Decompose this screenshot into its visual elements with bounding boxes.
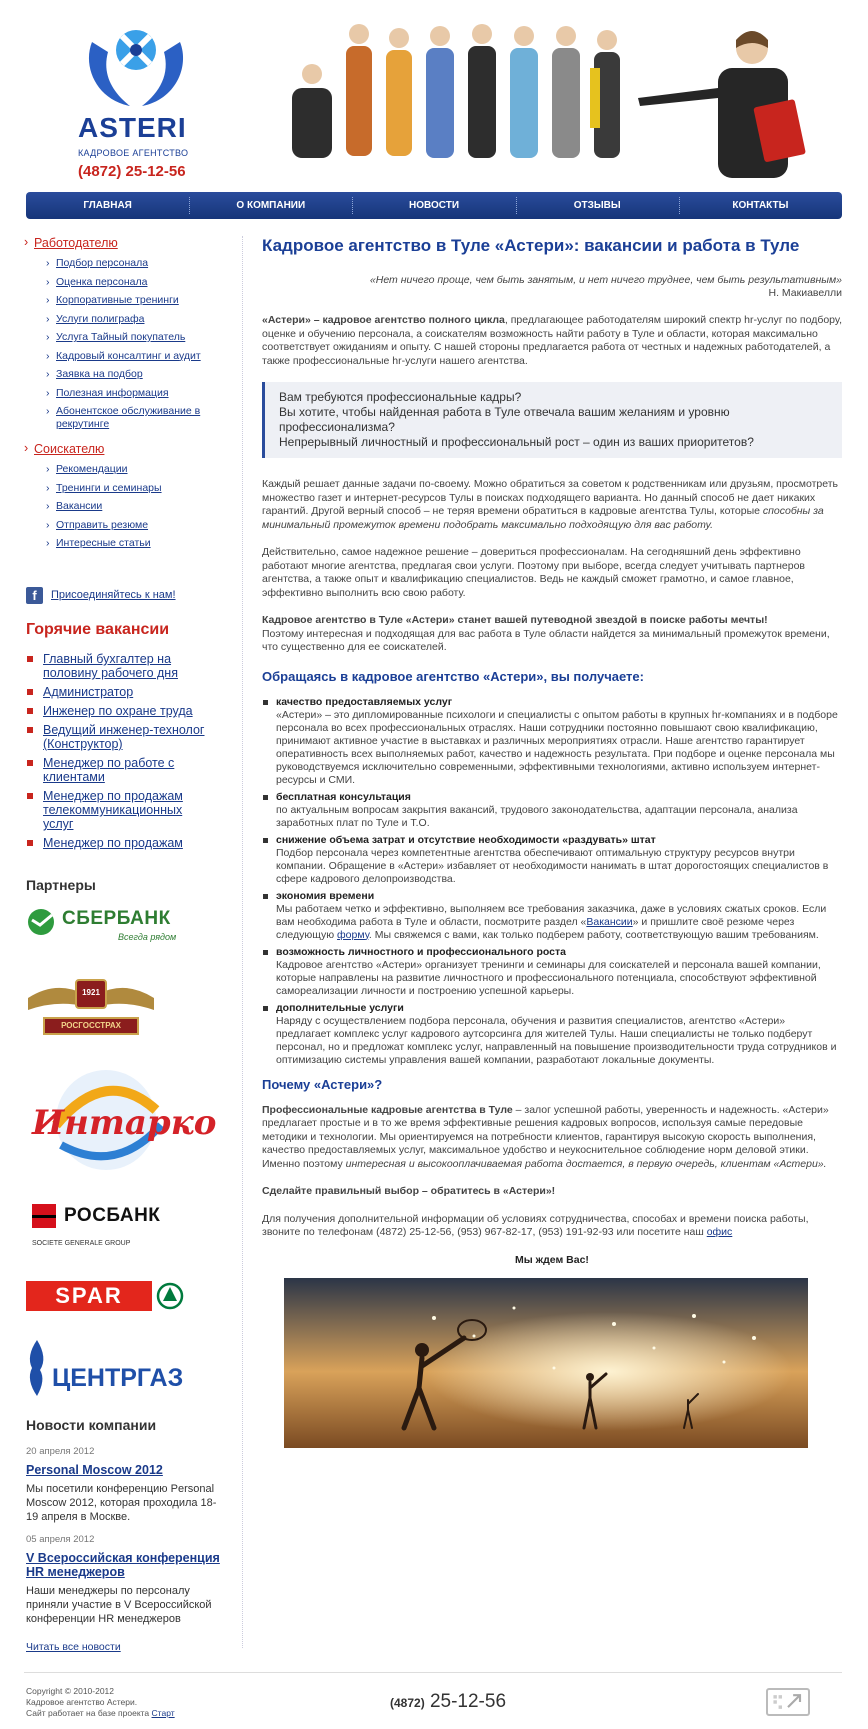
sidebar-divider bbox=[242, 236, 243, 1648]
p1-italic: способны за минимальный промежуток времени подобрать максимально подходящую для вас работу. bbox=[262, 505, 824, 531]
why-text: – залог успешной работы, уверенность и надежность. «Астери» предлагает простые и в то же время эффективные решения кадровых вопросов, используя самые передовые методики и технологии. Мы ориентируемся на потребности клиентов, гарантируя высокую скорость выполнения, качество предоставляемых услуг, максимальное удобство и неукоснительное соблюдение норм деловой этики. Именно поэтому bbox=[262, 1103, 829, 1170]
we-wait-text: Мы ждем Вас! bbox=[515, 1253, 589, 1266]
rosbank-mark-icon bbox=[32, 1204, 56, 1228]
nav-news[interactable]: НОВОСТИ bbox=[352, 192, 515, 219]
footer-phone-code: (4872) bbox=[390, 1696, 425, 1710]
rosbank-group: SOCIETE GENERALE GROUP bbox=[32, 1240, 131, 1247]
rosgosstrakh-year: 1921 bbox=[82, 988, 100, 997]
sidebar-item-articles[interactable]: Интересные статьи bbox=[56, 537, 151, 549]
hot-vacancy-item[interactable]: Менеджер по продажам телекоммуникационных услуг bbox=[43, 789, 183, 831]
sidebar-item-vacancies[interactable]: Вакансии bbox=[56, 500, 103, 512]
benefit-item bbox=[262, 791, 842, 830]
news-text: Мы посетили конференцию Personal Moscow 2012, которая проходила 18-19 апреля в Москве. bbox=[26, 1483, 217, 1523]
why-bold: Профессиональные кадровые агентства в Туле bbox=[262, 1103, 513, 1116]
hot-vacancy-item[interactable]: Ведущий инженер-технолог (Конструктор) bbox=[43, 723, 205, 751]
paragraph-professionals: Действительно, самое надежное решение – довериться профессионалам. На сегодняшний день эффективно работают многие агентства, предлагая свои услуги. Поэтому при выборе, всегда следует учитывать партнеров агентства, а также опыт и квалификацию специалистов. Ведь не каждый сможет грамотно, и самое главное, эффективно выполнить всю свою работу. bbox=[262, 546, 806, 599]
hot-vacancies-list bbox=[26, 652, 206, 855]
callout-line: Непрерывный личностный и профессиональный рост – один из ваших приоритетов? bbox=[279, 435, 754, 449]
spar-tree-icon bbox=[156, 1282, 184, 1310]
main-nav bbox=[26, 192, 842, 219]
footer-copyright bbox=[26, 1686, 175, 1719]
why-italic: интересная и высокооплачиваемая работа достается, в первую очередь, клиентам «Астери». bbox=[345, 1157, 827, 1170]
quote-text: «Нет ничего проще, чем быть занятым, и нет ничего труднее, чем быть результативным» bbox=[369, 274, 842, 286]
benefit-item bbox=[262, 890, 842, 942]
copyright-line: Кадровое агентство Астери. bbox=[26, 1697, 138, 1707]
office-link[interactable]: офис bbox=[706, 1226, 733, 1238]
facebook-icon[interactable]: f bbox=[26, 587, 43, 604]
copyright-line: Copyright © 2010-2012 bbox=[26, 1686, 115, 1696]
news-item bbox=[26, 1446, 226, 1524]
sidebar-item-consulting[interactable]: Кадровый консалтинг и аудит bbox=[56, 349, 201, 362]
p1-text: Каждый решает данные задачи по-своему. Можно обратиться за советом к родственникам или друзьям, просмотреть множество газет и интернет-ресурсов Тулы в поисках подходящего варианта. Но данный способ не дает никаких гарантий. Другой верный способ – не теряя времени обратиться в кадровые агентства Тулы, которые bbox=[262, 478, 839, 517]
benefits-heading: Обращаясь в кадровое агентство «Астери», вы получаете: bbox=[262, 668, 644, 684]
company-news-title: Новости компании bbox=[26, 1417, 157, 1433]
sidebar-item-seminars[interactable]: Тренинги и семинары bbox=[56, 481, 162, 494]
benefit-item bbox=[262, 696, 842, 787]
start-project-link[interactable]: Старт bbox=[151, 1708, 175, 1718]
centrgaz-wordmark: ЦЕНТРГАЗ bbox=[52, 1364, 184, 1392]
news-date: 05 апреля 2012 bbox=[26, 1534, 95, 1545]
quote-author: Н. Макиавелли bbox=[768, 287, 842, 299]
rosgosstrakh-logo[interactable] bbox=[26, 970, 156, 1042]
intarco-logo[interactable] bbox=[26, 1065, 217, 1175]
questions-callout bbox=[262, 382, 842, 458]
paragraph-guiding-star bbox=[262, 614, 842, 655]
all-news-link[interactable]: Читать все новости bbox=[26, 1641, 121, 1653]
sidebar-item-subscription[interactable]: Абонентское обслуживание в рекрутинге bbox=[56, 405, 201, 430]
hot-vacancy-item[interactable]: Главный бухгалтер на половину рабочего дня bbox=[43, 652, 178, 680]
benefits-list bbox=[262, 696, 842, 1067]
intro-text: , предлагающее работодателям широкий спектр hr-услуг по подбору, оценке и обучению персонала, а соискателям возможность найти работу в Туле и области, которая максимально соответствует ожиданиям и опыту. С нашей стороны предлагается работа от честных и надежных работодателей, а также профессиональные hr-услуги нашего агентства. bbox=[262, 314, 843, 367]
p3-bold: Кадровое агентство в Туле «Астери» станет вашей путеводной звездой в поиске работы мечты! bbox=[262, 614, 768, 626]
contact-paragraph bbox=[262, 1213, 842, 1240]
asteri-logo-mark[interactable] bbox=[82, 22, 190, 110]
sidebar-item-recruitment[interactable]: Подбор персонала bbox=[56, 257, 149, 269]
why-heading: Почему «Астери»? bbox=[262, 1076, 383, 1092]
benefit-head: возможность личностного и профессионального роста bbox=[276, 945, 566, 958]
sberbank-mark-icon bbox=[26, 907, 56, 937]
rosgosstrakh-emblem-icon bbox=[26, 970, 156, 1042]
copyright-line bbox=[26, 1708, 175, 1719]
benefit-text-part: » и пришлите своё резюме через следующую bbox=[276, 915, 795, 941]
footer-divider bbox=[24, 1672, 842, 1673]
copyright-text: Сайт работает на базе проекта bbox=[26, 1708, 152, 1718]
sidebar-item-trainings[interactable]: Корпоративные тренинги bbox=[56, 294, 179, 306]
nav-home[interactable]: ГЛАВНАЯ bbox=[83, 200, 132, 211]
callout-line: Вы хотите, чтобы найденная работа в Туле отвечала вашим желаниям и уровню профессионализма? bbox=[279, 405, 730, 434]
brand-tagline: КАДРОВОЕ АГЕНТСТВО bbox=[78, 148, 189, 158]
facebook-join bbox=[26, 585, 226, 605]
benefit-item bbox=[262, 946, 842, 998]
hot-vacancies-title: Горячие вакансии bbox=[26, 621, 170, 638]
brand-name: ASTERI bbox=[78, 112, 187, 143]
benefit-item bbox=[262, 1002, 842, 1067]
developer-logo-icon[interactable] bbox=[766, 1688, 810, 1716]
epigraph-quote bbox=[262, 274, 842, 300]
benefit-text: по актуальным вопросам закрытия вакансий, трудового законодательства, адаптации персонала, анализа заработных плат по Туле и Т.О. bbox=[276, 803, 798, 829]
why-paragraph bbox=[262, 1104, 842, 1172]
partners-title: Партнеры bbox=[26, 877, 96, 893]
nav-reviews[interactable]: ОТЗЫВЫ bbox=[516, 192, 679, 219]
spar-logo[interactable] bbox=[26, 1281, 184, 1311]
sberbank-wordmark: СБЕРБАНК bbox=[62, 908, 171, 929]
footer-phone-number: 25-12-56 bbox=[424, 1691, 507, 1712]
footer-phone bbox=[390, 1691, 506, 1713]
businesswoman-figure bbox=[638, 31, 806, 178]
benefit-head: качество предоставляемых услуг bbox=[276, 695, 453, 708]
news-text: Наши менеджеры по персоналу приняли участие в V Всероссийской конференции HR менеджеров bbox=[26, 1585, 212, 1625]
benefit-text-part: . Мы свяжемся с вами, как только подберем работу, соответствующую вашим требованиям. bbox=[368, 928, 819, 941]
choice-paragraph bbox=[262, 1185, 842, 1199]
sidebar-menu bbox=[24, 236, 232, 556]
rosbank-wordmark: РОСБАНК bbox=[64, 1205, 161, 1226]
sidebar-item-request[interactable]: Заявка на подбор bbox=[56, 368, 143, 380]
benefit-text: Наряду с осуществлением подбора персонала, обучения и развития специалистов, агентство «Астери» предлагает комплекс услуг кадрового аутсорсинга для жителей Тулы. Наши специалисты не только подберут персонал, но и предложат комплекс услуг, направленный на повышение производительности труда сотрудников и оптимизацию системы управления вашей компании, разработают локальные документы. bbox=[276, 1014, 837, 1066]
benefit-head: дополнительные услуги bbox=[276, 1001, 404, 1014]
sidebar-item-polygraph[interactable]: Услуги полиграфа bbox=[56, 312, 145, 325]
callout-line: Вам требуются профессиональные кадры? bbox=[279, 390, 522, 404]
employer-submenu bbox=[24, 257, 232, 430]
sidebar-item-useful-info[interactable]: Полезная информация bbox=[56, 386, 169, 399]
workers-banner-image bbox=[258, 18, 848, 178]
vacancies-link[interactable]: Вакансии bbox=[586, 915, 633, 928]
choice-bold: Сделайте правильный выбор – обратитесь в «Астери»! bbox=[262, 1185, 556, 1197]
contact-text: Для получения дополнительной информации об условиях сотрудничества, способах и времени поиска работы, звоните по телефонам (4872) 25-12-56, (953) 967-82-17, (953) 191-92-93 или посетите наш bbox=[262, 1212, 809, 1238]
news-item bbox=[26, 1534, 226, 1626]
benefit-text: Подбор персонала через компетентные агентства обеспечивают оптимальную структуру ресурсов внутри компании. Обращение в «Астери» избавляет от необходимости нанимать в штат дорогостоящих специалистов в сфере кадрового делопроизводства. bbox=[276, 846, 829, 885]
sberbank-logo[interactable] bbox=[26, 905, 186, 947]
nav-about[interactable]: О КОМПАНИИ bbox=[189, 192, 352, 219]
rosgosstrakh-wordmark: РОСГОССТРАХ bbox=[61, 1021, 121, 1030]
page-title: Кадровое агентство в Туле «Астери»: вакансии и работа в Туле bbox=[262, 236, 800, 255]
hot-vacancy-item[interactable]: Менеджер по продажам bbox=[43, 836, 183, 850]
news-title-link[interactable]: V Всероссийская конференция HR менеджеров bbox=[26, 1551, 220, 1579]
intro-bold: «Астери» – кадровое агентство полного цикла bbox=[262, 314, 505, 326]
resume-form-link[interactable]: форму bbox=[337, 928, 369, 941]
worker-figures bbox=[292, 24, 620, 158]
rosbank-logo[interactable] bbox=[26, 1204, 186, 1250]
benefit-head: бесплатная консультация bbox=[276, 790, 411, 803]
hot-vacancy-item[interactable]: Администратор bbox=[43, 685, 134, 699]
benefit-head: снижение объема затрат и отсутствие необходимости «раздувать» штат bbox=[276, 833, 656, 846]
sberbank-slogan: Всегда рядом bbox=[118, 932, 177, 942]
benefit-head: экономия времени bbox=[276, 889, 375, 902]
benefit-text bbox=[276, 903, 842, 942]
nav-contacts[interactable]: КОНТАКТЫ bbox=[679, 192, 842, 219]
benefit-text: Кадровое агентство «Астери» организует тренинги и семинары для соискателей и персонала вашей компании, которые направлены на развитие личностного и профессионального потенциала, способствуют эффективной самореализации личности и построению успешной карьеры. bbox=[276, 958, 821, 997]
paragraph-options bbox=[262, 478, 842, 532]
sidebar-item-recommendations[interactable]: Рекомендации bbox=[56, 463, 128, 475]
intro-paragraph bbox=[262, 314, 842, 368]
stars-catcher-photo bbox=[284, 1278, 808, 1448]
hot-vacancy-item[interactable]: Инженер по охране труда bbox=[43, 704, 193, 718]
facebook-join-link[interactable]: Присоединяйтесь к нам! bbox=[51, 589, 176, 601]
centrgaz-logo[interactable] bbox=[26, 1340, 186, 1396]
header-phone: (4872) 25-12-56 bbox=[78, 163, 186, 180]
news-title-link[interactable]: Personal Moscow 2012 bbox=[26, 1463, 163, 1477]
benefit-text-part: Мы работаем четко и эффективно, выполняем все требования заказчика, даже в условиях сжатых сроков. Если вам необходима работа в Туле и области, посмотрите раздел « bbox=[276, 902, 827, 928]
news-date: 20 апреля 2012 bbox=[26, 1446, 95, 1457]
sidebar-employer-link[interactable]: › Работодателю bbox=[24, 236, 232, 250]
sidebar-seeker-link[interactable]: › Соискателю bbox=[24, 442, 232, 456]
intarco-wordmark: Интарко bbox=[32, 1103, 217, 1143]
sidebar-item-send-resume[interactable]: Отправить резюме bbox=[56, 518, 149, 531]
centrgaz-flame-icon bbox=[26, 1340, 48, 1396]
spar-wordmark: SPAR bbox=[26, 1281, 152, 1311]
p3-text: Поэтому интересная и подходящая для вас работа в Туле области найдется за минимальный промежуток времени, что существенно для ее соискателей. bbox=[262, 627, 830, 653]
benefit-text: «Астери» – это дипломированные психологи и специалисты с опытом работы в крупных hr-компаниях и в подборе персонала во всех профессиональных отраслях. Наши сотрудники постоянно повышают свою квалификацию, принимают активное участие в выставках и различных мероприятиях отрасли. Наше агентство гарантирует оперативность всех выполняемых работ, качество и надежность результата. При подборе и оценке персонала мы руководствуемся исключительно современными, эффективными технологиями, активно используем интернет-ресурсы и СМИ. bbox=[276, 708, 838, 786]
sidebar-item-mystery-shopper[interactable]: Услуга Тайный покупатель bbox=[56, 331, 186, 343]
main-content bbox=[262, 236, 842, 1451]
hot-vacancy-item[interactable]: Менеджер по работе с клиентами bbox=[43, 756, 175, 784]
seeker-submenu bbox=[24, 463, 232, 550]
sidebar-item-assessment[interactable]: Оценка персонала bbox=[56, 275, 148, 288]
benefit-item bbox=[262, 834, 842, 886]
